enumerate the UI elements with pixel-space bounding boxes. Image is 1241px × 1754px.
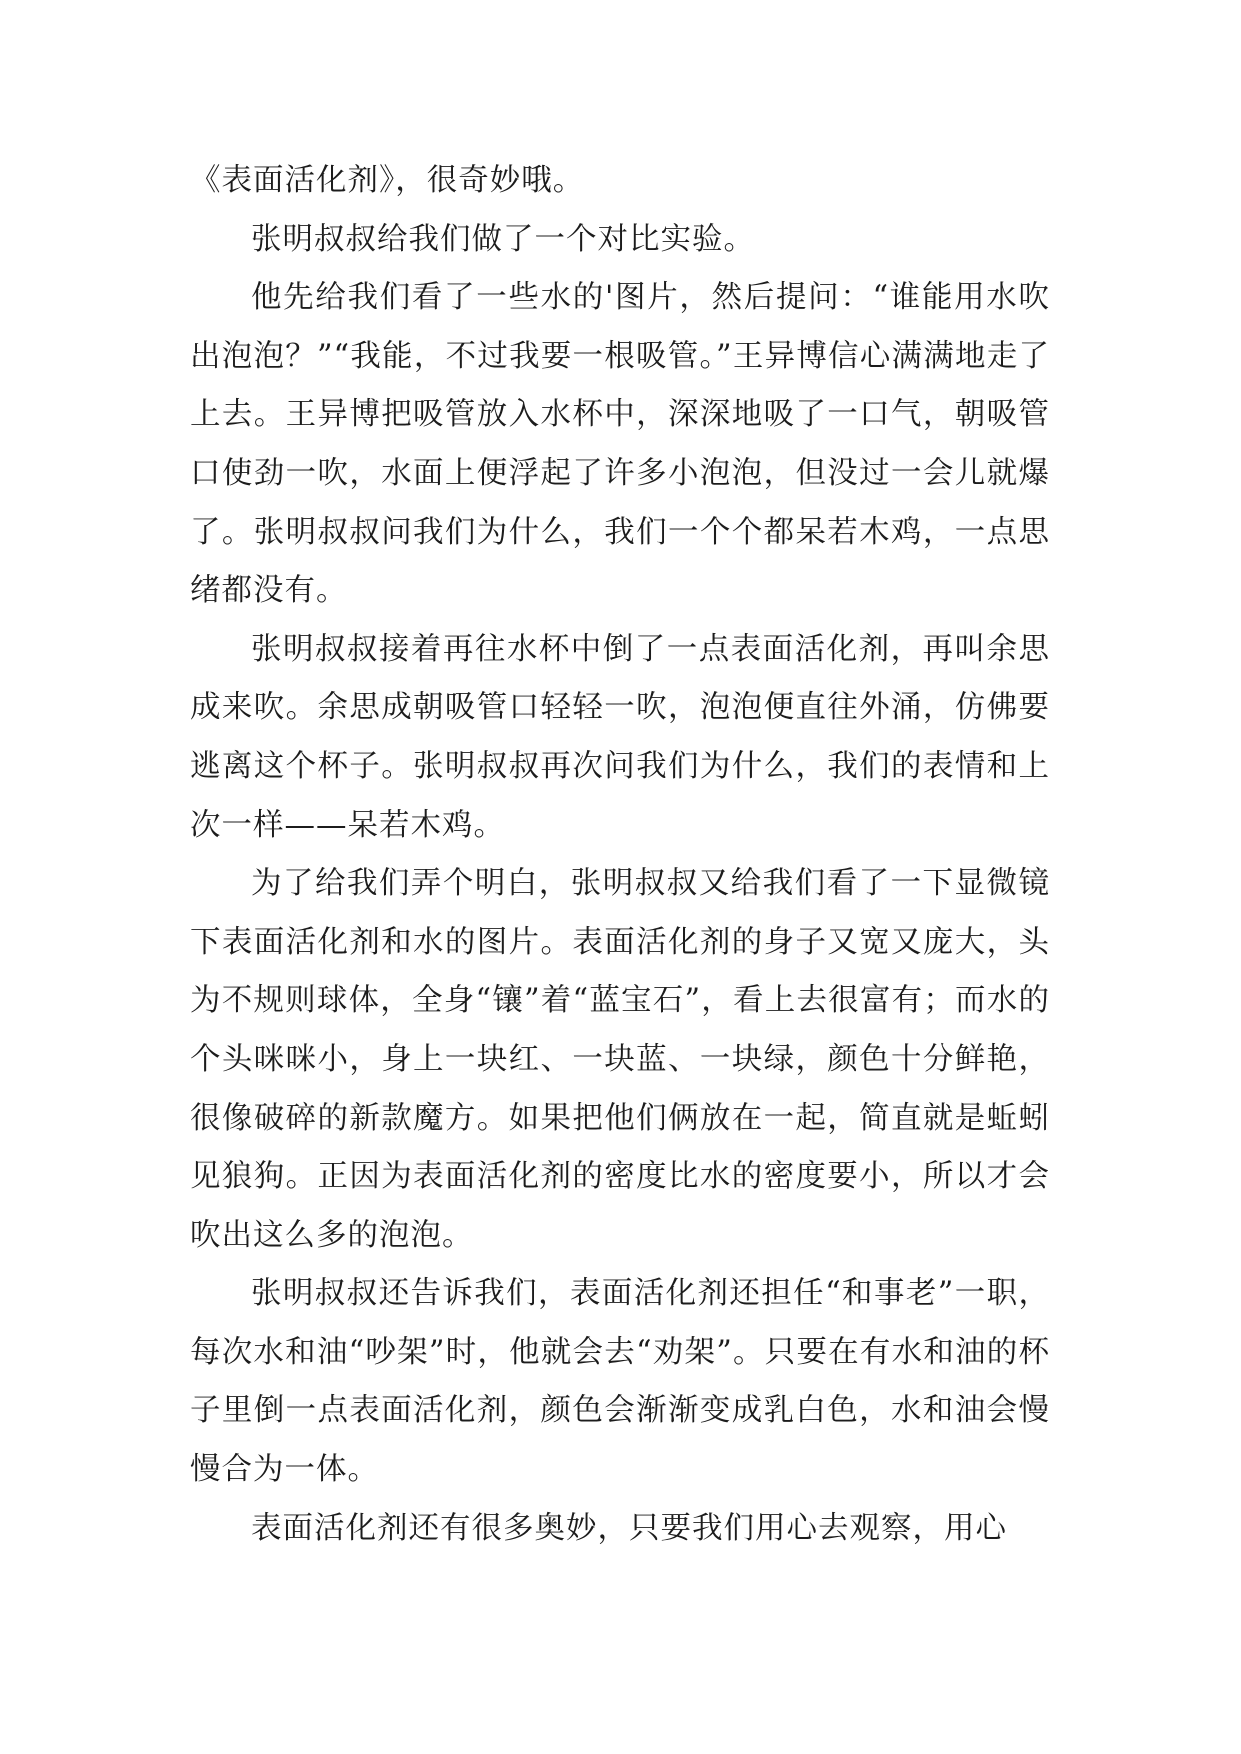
- paragraph: 他先给我们看了一些水的'图片，然后提问：“谁能用水吹出泡泡？”“我能，不过我要一根吸管。”王异博信心满满地走了上去。王异博把吸管放入水杯中，深深地吸了一口气，朝吸管口使劲一吹，水面上便浮起了许多小泡泡，但没过一会儿就爆了。张明叔叔问我们为什么，我们一个个都呆若木鸡，一点思绪都没有。: [190, 280, 1050, 609]
- paragraph: 张明叔叔还告诉我们，表面活化剂还担任“和事老”一职，每次水和油“吵架”时，他就会去“劝架”。只要在有水和油的杯子里倒一点表面活化剂，颜色会渐渐变成乳白色，水和油会慢慢合为一体。: [190, 1276, 1050, 1488]
- paragraph: 表面活化剂还有很多奥妙，只要我们用心去观察，用心: [251, 1510, 1007, 1546]
- paragraph: 张明叔叔接着再往水杯中倒了一点表面活化剂，再叫余思成来吹。余思成朝吸管口轻轻一吹，泡泡便直往外涌，仿佛要逃离这个杯子。张明叔叔再次问我们为什么，我们的表情和上次一样——呆若木鸡。: [190, 631, 1050, 843]
- article-body: [190, 152, 1050, 1558]
- paragraph: 张明叔叔给我们做了一个对比实验。: [251, 221, 755, 257]
- paragraph: 《表面活化剂》，很奇妙哦。: [190, 163, 585, 198]
- paragraph: 为了给我们弄个明白，张明叔叔又给我们看了一下显微镜下表面活化剂和水的图片。表面活化剂的身子又宽又庞大，头为不规则球体，全身“镶”着“蓝宝石”，看上去很富有；而水的个头咪咪小，身上一块红、一块蓝、一块绿，颜色十分鲜艳，很像破碎的新款魔方。如果把他们俩放在一起，简直就是蚯蚓见狼狗。正因为表面活化剂的密度比水的密度要小，所以才会吹出这么多的泡泡。: [190, 866, 1050, 1253]
